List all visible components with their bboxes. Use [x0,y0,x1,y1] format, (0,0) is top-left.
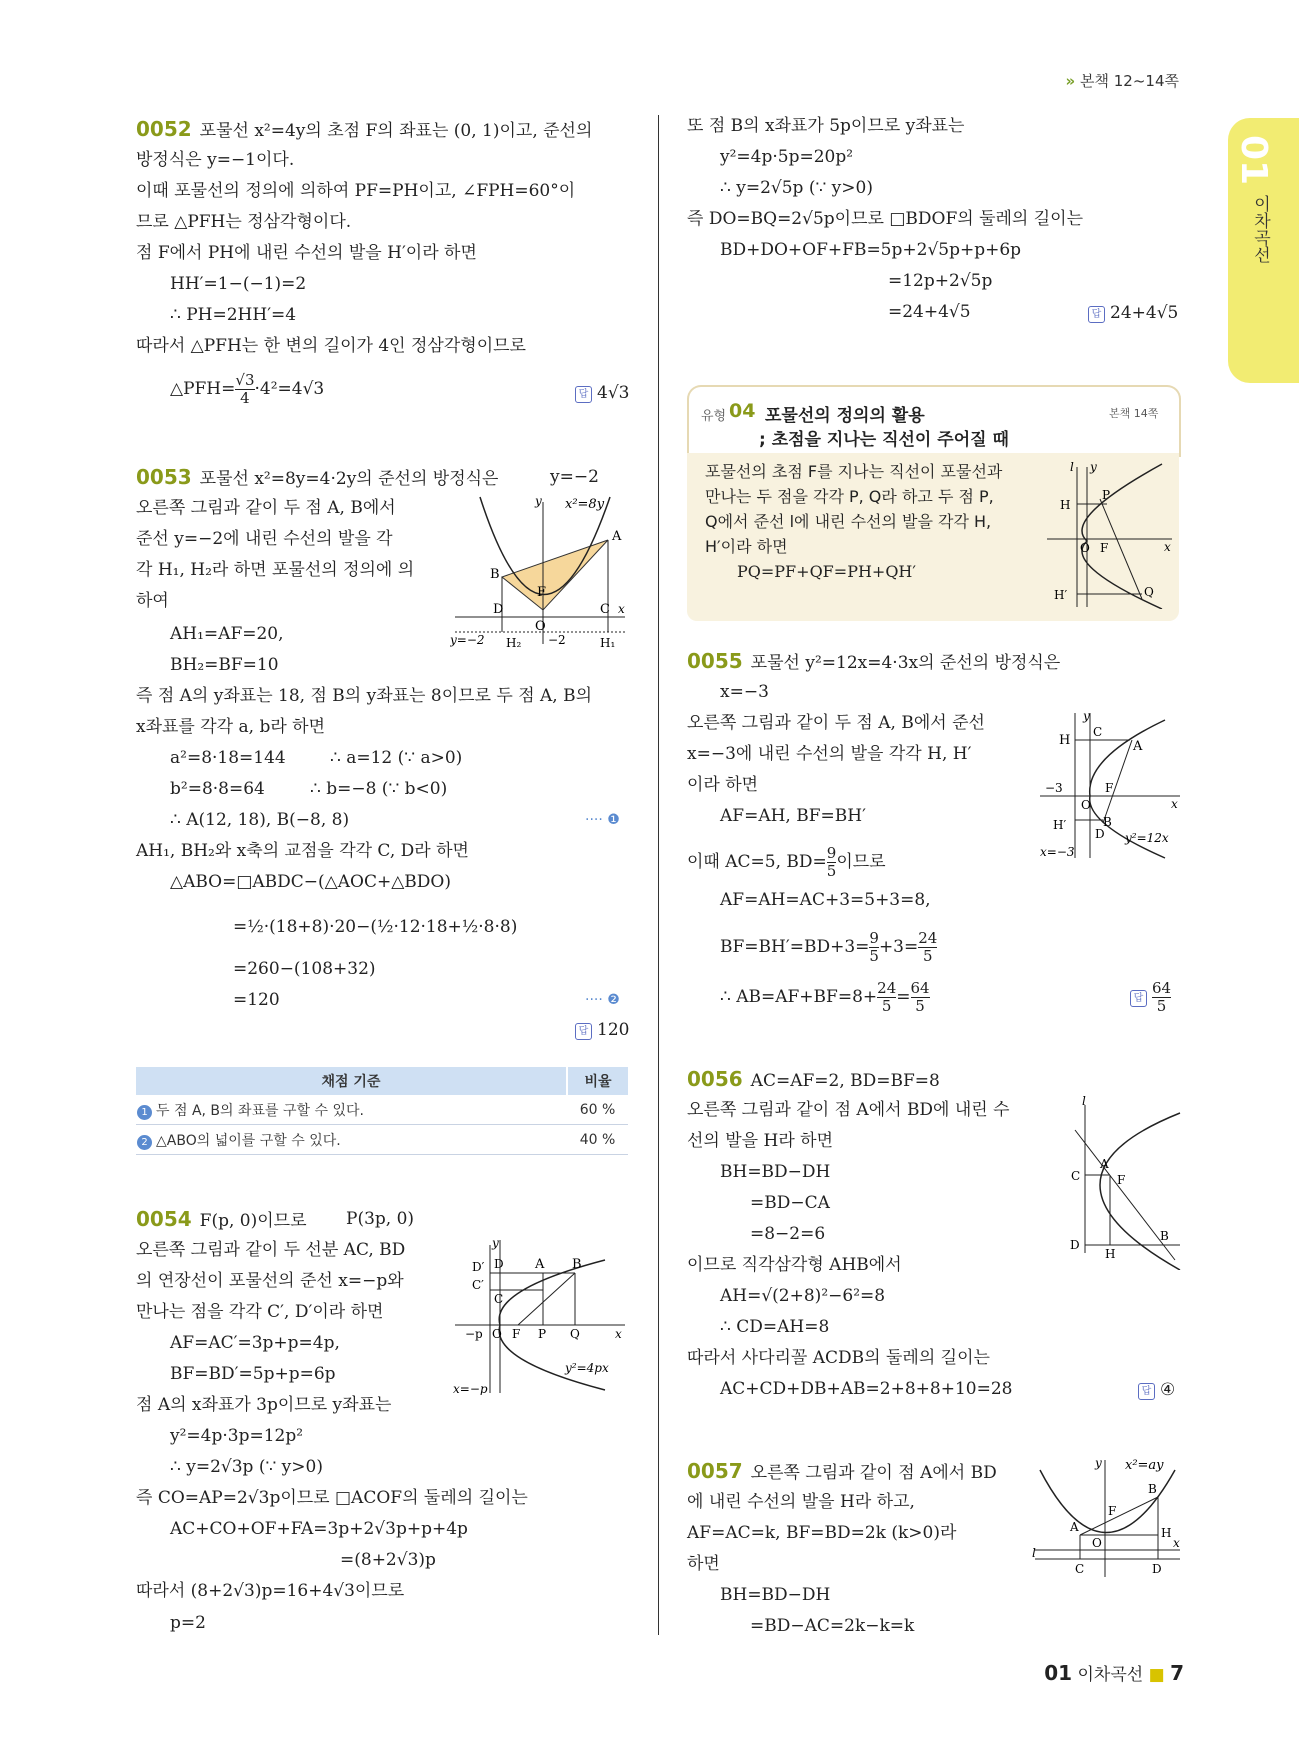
fig-label: C [1093,725,1103,739]
equation-line: =(8+2√3)p [340,1550,436,1570]
fig-label: C′ [472,1278,484,1292]
text-line: 또 점 B의 x좌표가 5p이므로 y좌표는 [687,116,965,136]
fig-label: B [1103,815,1112,829]
text-line: 이라 하면 [687,775,759,795]
equation-line: BF=BH′=BD+3= $\frac{9}{5}$ +3= $\frac{24}{5}$ [720,929,938,965]
equation-line: ∴ PH=2HH′=4 [170,305,297,325]
text-line: 준선 y=−2에 내린 수선의 발을 각 [136,529,393,549]
fig-label: P [538,1327,547,1341]
answer: 답 4√3 [575,383,629,403]
equation-line: ∴ CD=AH=8 [720,1317,830,1337]
problem-number: 0057 [687,1459,743,1483]
fig-label: C [494,1292,504,1306]
fig-label: −p [465,1327,483,1341]
text-line: 하여 [136,591,169,611]
problem-number: 0055 [687,649,743,673]
table-row: 2 △ABO의 넓이를 구할 수 있다. 40 % [136,1125,628,1155]
text-line: 각 H₁, H₂라 하면 포물선의 정의에 의 [136,560,415,580]
fig-label: F [1100,541,1109,555]
equation-line: PQ=PF+QF=PH+QH′ [737,562,917,581]
answer-icon: 답 [575,1023,592,1040]
fig-label: y [1095,1456,1102,1470]
fig-label: H [1161,1526,1172,1540]
equation-line: =½·(18+8)·20−(½·12·18+½·8·8) [233,917,518,937]
equation-line: =BD−AC=2k−k=k [750,1616,915,1636]
text-line: 오른쪽 그림과 같이 두 점 A, B에서 [136,498,396,518]
fig-label: Q [1144,585,1154,599]
type-04-body [687,453,1179,621]
answer-icon: 답 [1130,990,1147,1007]
table-header: 채점 기준 [136,1067,567,1095]
column-divider [658,115,659,1635]
text-line: 따라서 △PFH는 한 변의 길이가 4인 정삼각형이므로 [136,336,526,356]
fig-label: y [1090,460,1097,474]
fig-label: y [492,1236,499,1250]
fig-label: −2 [548,633,566,647]
text-line: 선의 발을 H라 하면 [687,1131,833,1151]
type-title: 포물선의 정의의 활용 [765,406,925,426]
footer-chapter: 01 [1044,1661,1073,1685]
fig-label: F [1117,1173,1126,1187]
fig-label: P [1102,488,1111,502]
fig-label: x [1164,540,1171,554]
parabola-figure-0054 [450,1235,630,1395]
fig-label: H [1105,1247,1116,1261]
table-row: 1 두 점 A, B의 좌표를 구할 수 있다. 60 % [136,1095,628,1125]
footer-title: 이차곡선 [1077,1665,1144,1685]
equation-line: BH=BD−DH [720,1162,831,1182]
fig-label: C [1075,1562,1085,1576]
fig-label: D′ [472,1260,485,1274]
text-line: 점 F에서 PH에 내린 수선의 발을 H′이라 하면 [136,243,477,263]
text-line: 포물선 x²=4y의 초점 F의 좌표는 (0, 1)이고, 준선의 [199,121,593,141]
equation-line: =BD−CA [750,1193,830,1213]
fig-label: D [494,1257,504,1271]
equation-line: y²=4p·5p=20p² [720,147,854,167]
fig-label: O [1080,541,1090,555]
fig-label: x [1173,1536,1180,1550]
parabola-figure-0057 [1030,1455,1185,1580]
equation-line: ∴ y=2√5p (∵ y>0) [720,178,873,198]
text-line: 방정식은 y=−1이다. [136,150,295,170]
equation-line: AF=AH, BF=BH′ [720,806,866,826]
equation-line: ∴ A(12, 18), B(−8, 8) [170,810,350,830]
text-line: 만나는 점을 각각 C′, D′이라 하면 [136,1302,384,1322]
text-line: 만나는 두 점을 각각 P, Q라 하고 두 점 P, [705,487,994,506]
equation-line: =260−(108+32) [233,959,376,979]
step-1-icon: 1 [137,1105,152,1120]
text-line: 이므로 직각삼각형 AHB에서 [687,1255,902,1275]
answer: 답 120 [575,1020,629,1040]
parabola-figure-0053 [450,492,630,652]
fig-label: H₂ [506,636,522,650]
footer-square-icon: ■ [1148,1665,1165,1685]
text-line: 포물선 y²=12x=4·3x의 준선의 방정식은 [750,653,1061,673]
fig-label: B [490,567,500,582]
header-ref: 본책 12~14쪽 [1080,72,1179,90]
fig-label: C [600,602,610,617]
text-line: 점 A의 x좌표가 3p이므로 y좌표는 [136,1395,392,1415]
equation-line: BF=BD′=5p+p=6p [170,1364,336,1384]
equation-line: ∴ b=−8 (∵ b<0) [310,779,448,799]
text-line: y=−2 [550,467,599,487]
equation-line: ∴ a=12 (∵ a>0) [330,748,463,768]
equation-line: x=−3 [720,682,769,702]
answer: 답 $\frac{64}{5}$ [1130,980,1171,1015]
text-line: 이때 포물선의 정의에 의하여 PF=PH이고, ∠FPH=60°이 [136,181,576,201]
fig-label: O [535,619,546,634]
answer-icon: 답 [1088,306,1105,323]
text-line: 포물선의 초점 F를 지나는 직선이 포물선과 [705,462,1003,481]
fig-label: y [535,494,542,508]
fig-label: D [1070,1238,1080,1252]
answer: 답 ④ [1138,1380,1175,1400]
fig-label: l [1032,1546,1036,1560]
fig-label: H′ [1053,818,1067,832]
text-line: 므로 △PFH는 정삼각형이다. [136,212,352,232]
problem-number: 0053 [136,465,192,489]
equation-line: △PFH= $\frac{√3}{4}$ ·4²=4√3 [170,371,325,407]
text-line: F(p, 0)이므로 [199,1211,307,1231]
fig-label: l [1070,460,1074,474]
equation-line: AH₁=AF=20, [170,624,284,644]
page-footer [1044,1660,1184,1685]
equation-line: HH′=1−(−1)=2 [170,274,307,294]
scoring-criteria-table [136,1067,628,1155]
text-line: 이때 AC=5, BD= $\frac{9}{5}$ 이므로 [687,844,886,880]
answer-icon: 답 [575,386,592,403]
equation-line: AF=AH=AC+3=5+3=8, [720,890,931,910]
text-line: 즉 점 A의 y좌표는 18, 점 B의 y좌표는 8이므로 두 점 A, B의 [136,686,593,706]
type-subtitle: ; 초점을 지나는 직선이 주어질 때 [759,430,1009,450]
fig-label: O [1092,1536,1102,1550]
fig-label: x [618,602,625,616]
fig-label: D [493,602,504,617]
equation-line: ∴ y=2√3p (∵ y>0) [170,1457,323,1477]
fig-label: x=−p [453,1382,488,1395]
text-line: AH₁, BH₂와 x축의 교점을 각각 C, D라 하면 [136,841,469,861]
fig-label: y [1083,709,1090,723]
equation-line: ∴ AB=AF+BF=8+ $\frac{24}{5}$ = $\frac{64}{5}$ [720,979,930,1015]
equation-line: BD+DO+OF+FB=5p+2√5p+p+6p [720,240,1022,260]
fig-label: x [1171,797,1178,811]
type-04-box [687,385,1180,622]
chapter-tab-label: 이차곡선 [1250,195,1270,263]
fig-label: A [1133,739,1143,754]
fig-label: y²=4px [565,1361,609,1375]
problem-number: 0056 [687,1067,743,1091]
text-line: 오른쪽 그림과 같이 점 A에서 BD에 내린 수 [687,1100,1010,1120]
step-ref-1: ···· ❶ [585,812,620,828]
text-line: 오른쪽 그림과 같이 두 점 A, B에서 준선 [687,713,985,733]
text-line: 따라서 (8+2√3)p=16+4√3이므로 [136,1581,405,1601]
page-header: » 본책 12~14쪽 [1065,72,1179,90]
fig-label: B [572,1257,582,1272]
fig-label: x²=8y [565,497,605,512]
fig-label: A [1070,1520,1079,1534]
fig-label: D [1095,827,1105,841]
fig-label: x=−3 [1040,845,1075,859]
text-line: 오른쪽 그림과 같이 두 선분 AC, BD [136,1240,406,1260]
step-2-icon: 2 [137,1135,152,1150]
type-tag: 유형 [701,409,727,424]
type-04-header [687,385,1181,457]
equation-line: =8−2=6 [750,1224,826,1244]
fraction: $\frac{√3}{4}$ [235,371,255,407]
fig-label: y²=12x [1125,831,1169,845]
text-line: 포물선 x²=8y=4·2y의 준선의 방정식은 [199,469,499,489]
fig-label: A [1100,1157,1109,1171]
equation-line: b²=8·8=64 [170,779,265,799]
fig-label: H′ [1054,588,1068,602]
fig-label: Q [570,1327,580,1341]
fig-label: H [1059,733,1071,748]
fig-label: O [1081,798,1091,812]
equation-line: BH=BD−DH [720,1585,831,1605]
equation-line: a²=8·18=144 [170,748,286,768]
fig-label: H [1060,498,1071,512]
page-number: 7 [1170,1661,1184,1685]
fig-label: F [537,585,547,600]
fig-label: H₁ [600,636,616,650]
equation-line: AC+CO+OF+FA=3p+2√3p+p+4p [170,1519,468,1539]
fig-label: F [1108,1504,1117,1518]
text-line: AC=AF=2, BD=BF=8 [750,1071,940,1091]
text-line: 따라서 사다리꼴 ACDB의 둘레의 길이는 [687,1348,990,1368]
fig-label: C [1071,1169,1081,1183]
chapter-tab-number: 01 [1233,135,1274,186]
text-line: Q에서 준선 l에 내린 수선의 발을 각각 H, [705,512,992,531]
type-ref: 본책 14쪽 [1109,407,1159,420]
problem-number: 0052 [136,117,192,141]
equation-line: AH=√(2+8)²−6²=8 [720,1286,886,1306]
equation-line: p=2 [170,1613,206,1633]
text-line: 하면 [687,1554,720,1574]
equation-line: =24+4√5 [888,302,971,322]
text-line: 즉 DO=BQ=2√5p이므로 □BDOF의 둘레의 길이는 [687,209,1084,229]
problem-number: 0054 [136,1207,192,1231]
equation-line: =12p+2√5p [888,271,993,291]
equation-line: =120 [233,990,280,1010]
equation-line: BH₂=BF=10 [170,655,279,675]
fig-label: y=−2 [450,633,485,647]
answer-icon: 답 [1138,1383,1155,1400]
equation-line: y²=4p·3p=12p² [170,1426,304,1446]
answer: 답 24+4√5 [1088,303,1178,323]
text-line: x=−3에 내린 수선의 발을 각각 H, H′ [687,744,972,764]
text-line: AF=AC=k, BF=BD=2k (k>0)라 [687,1523,957,1543]
fig-label: A [612,529,622,544]
fig-label: D [1152,1562,1162,1576]
text-line: H′이라 하면 [705,537,788,556]
parabola-figure-0055 [1035,708,1185,863]
text-line: P(3p, 0) [346,1209,415,1229]
step-ref-2: ···· ❷ [585,992,620,1008]
table-header: 비율 [567,1067,628,1095]
text-line: 에 내린 수선의 발을 H라 하고, [687,1492,915,1512]
fig-label: F [512,1327,521,1341]
fig-label: B [1148,1482,1157,1496]
equation-line: AC+CD+DB+AB=2+8+8+10=28 [720,1379,1013,1399]
text-line: 즉 CO=AP=2√3p이므로 □ACOF의 둘레의 길이는 [136,1488,528,1508]
equation-line: AF=AC′=3p+p=4p, [170,1333,340,1353]
fig-label: −3 [1045,781,1063,795]
parabola-figure-0056 [1065,1095,1185,1270]
fig-label: B [1160,1229,1169,1243]
fig-label: x²=ay [1125,1458,1164,1473]
equation-line: △ABO=□ABDC−(△AOC+△BDO) [170,872,451,892]
fig-label: O [492,1327,502,1341]
type-number: 04 [729,400,756,422]
text-line: 오른쪽 그림과 같이 점 A에서 BD [750,1463,997,1483]
fig-label: A [535,1257,545,1272]
fig-label: x [615,1327,622,1341]
fig-label: l [1082,1095,1086,1108]
parabola-figure-type04 [1042,459,1177,609]
fig-label: F [1105,781,1114,795]
text-line: x좌표를 각각 a, b라 하면 [136,717,325,737]
text-line: 의 연장선이 포물선의 준선 x=−p와 [136,1271,404,1291]
